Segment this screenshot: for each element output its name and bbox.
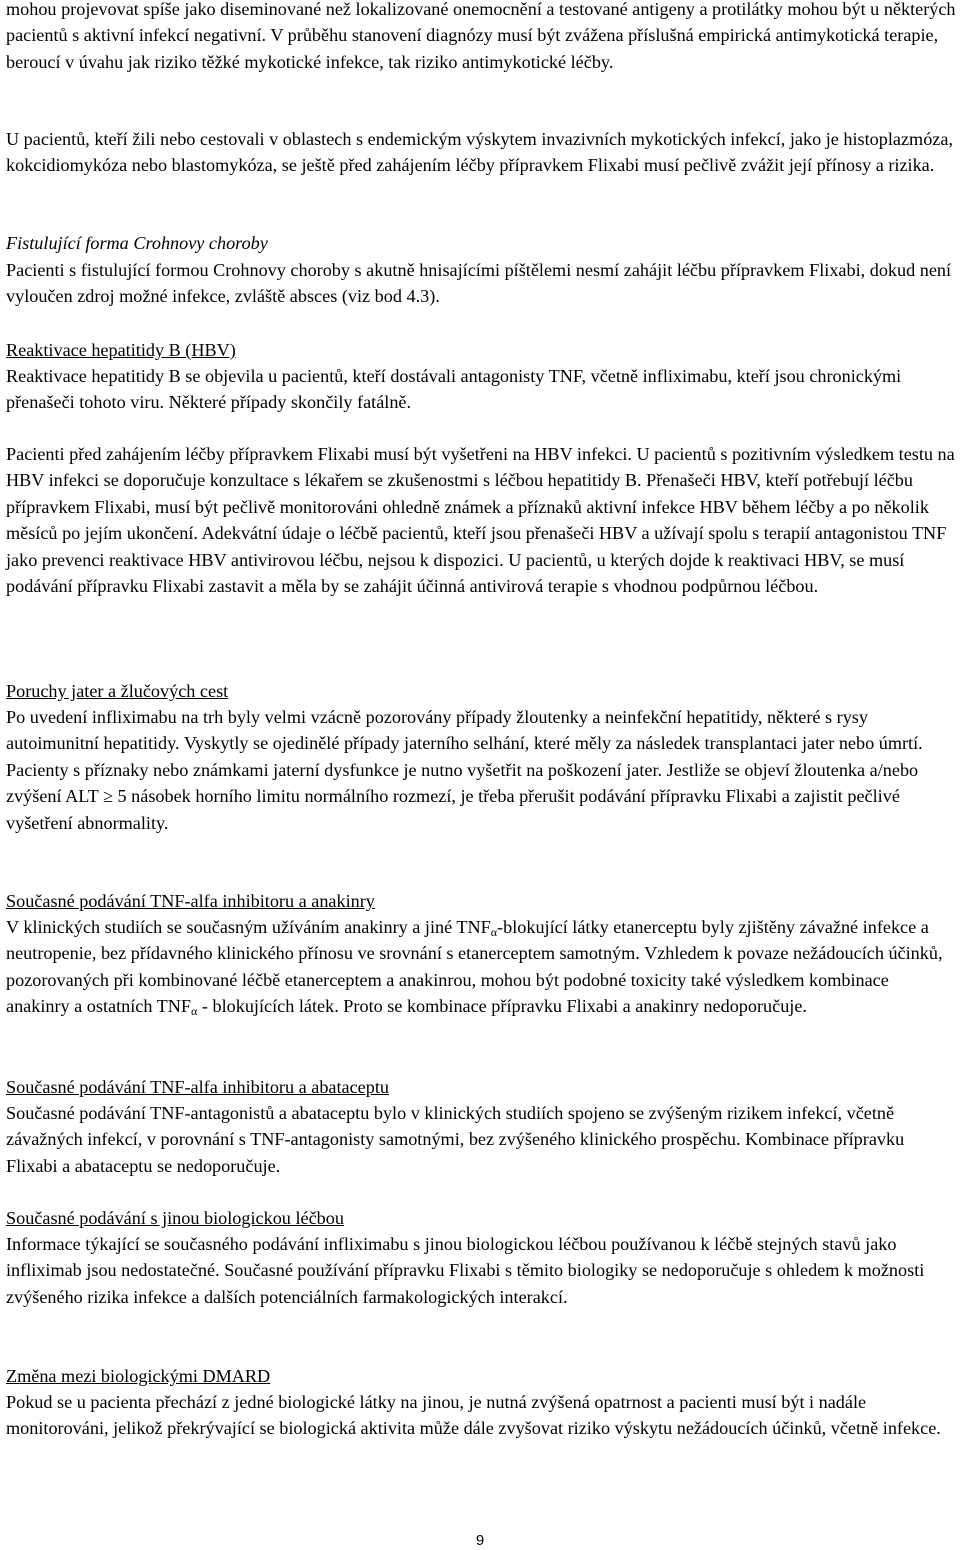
heading-liver-disorders: Poruchy jater a žlučových cest [6, 681, 229, 701]
heading-anakinra: Současné podávání TNF-alfa inhibitoru a anakinry [6, 891, 375, 911]
paragraph-abatacept: Současné podávání TNF-antagonistů a abataceptu bylo v klinických studiích spojeno se zvýšeným rizikem infekcí, včetně závažných infekcí, v porovnání s TNF-antagonisty samotnými, bez zvýšeného klinického prospěchu. Kombinace přípravku Flixabi a abataceptu se nedoporučuje. [6, 1103, 905, 1176]
paragraph-fungal-continuation: mohou projevovat spíše jako diseminované než lokalizované onemocnění a testované antigeny a protilátky mohou být u některých pacientů s aktivní infekcí negativní. V průběhu stanovení diagnózy musí být zvážena příslušná empirická antimykotická terapie, beroucí v úvahu jak riziko těžké mykotické infekce, tak riziko antimykotické léčby. [6, 0, 956, 72]
paragraph-hbv-reactivation: Reaktivace hepatitidy B se objevila u pacientů, kteří dostávali antagonisty TNF, včetně infliximabu, kteří jsou chronickými přenašeči tohoto viru. Některé případy skončily fatálně. [6, 366, 902, 413]
paragraph-hbv-screening: Pacienti před zahájením léčby přípravkem Flixabi musí být vyšetřeni na HBV infekci. U pacientů s pozitivním výsledkem testu na HBV infekci se doporučuje konzultace s lékařem se zkušenostmi s léčbou hepatitidy B. Přenašeči HBV, kteří potřebují léčbu přípravkem Flixabi, musí být pečlivě monitorováni ohledně známek a příznaků aktivní infekce HBV během léčby a po několik měsíců po jejím ukončení. Adekvátní údaje o léčbě pacientů, kteří jsou přenašeči HBV a užívají spolu s terapií antagonistou TNF jako prevenci reaktivace HBV antivirovou léčbu, nejsou k dispozici. U pacientů, u kterých dojde k reaktivaci HBV, se musí podávání přípravku Flixabi zastavit a měla by se zahájit účinná antivirová terapie s vhodnou podpůrnou léčbou. [6, 444, 955, 597]
heading-other-biologics: Současné podávání s jinou biologickou léčbou [6, 1208, 344, 1228]
paragraph-dmard-switch: Pokud se u pacienta přechází z jedné biologické látky na jinou, je nutná zvýšená opatrnost a pacienti musí být i nadále monitorováni, jelikož překrývající se biologická aktivita může dále zvyšovat riziko výskytu nežádoucích účinků, včetně infekce. [6, 1392, 941, 1439]
heading-abatacept: Současné podávání TNF-alfa inhibitoru a abataceptu [6, 1077, 389, 1097]
paragraph-liver-disorders: Po uvedení infliximabu na trh byly velmi vzácně pozorovány případy žloutenky a neinfekční hepatitidy, některé s rysy autoimunitní hepatitidy. Vyskytly se ojedinělé případy jaterního selhání, které měly za následek transplantaci jater nebo úmrtí. Pacienty s příznaky nebo známkami jaterní dysfunkce je nutno vyšetřit na poškození jater. Jestliže se objeví žloutenka a/nebo zvýšení ALT ≥ 5 násobek horního limitu normálního rozmezí, je třeba přerušit podávání přípravku Flixabi a zajistit pečlivé vyšetření abnormality. [6, 707, 923, 833]
paragraph-other-biologics: Informace týkající se současného podávání infliximabu s jinou biologickou léčbou používanou k léčbě stejných stavů jako infliximab jsou nedostatečné. Současné používání přípravku Flixabi s těmito biologiky se nedoporučuje s ohledem k možnosti zvýšeného rizika infekce a dalších potenciálních farmakologických interakcí. [6, 1234, 925, 1307]
heading-hbv-reactivation: Reaktivace hepatitidy B (HBV) [6, 340, 236, 360]
paragraph-fistulizing-crohn: Pacienti s fistulující formou Crohnovy choroby s akutně hnisajícími píštělemi nesmí zahájit léčbu přípravkem Flixabi, dokud není vyloučen zdroj možné infekce, zvláště absces (viz bod 4.3). [6, 260, 952, 307]
heading-fistulizing-crohn: Fistulující forma Crohnovy choroby [6, 233, 268, 253]
page-number: 9 [475, 1532, 485, 1549]
paragraph-endemic-areas: U pacientů, kteří žili nebo cestovali v oblastech s endemickým výskytem invazivních mykotických infekcí, jako je histoplazmóza, kokcidiomykóza nebo blastomykóza, se ještě před zahájením léčby přípravkem Flixabi musí pečlivě zvážit její přínosy a rizika. [6, 129, 953, 176]
paragraph-anakinra: V klinických studiích se současným užíváním anakinry a jiné $TNF_\alpha$-blokující látky etanerceptu byly zjištěny závažné infekce a neutropenie, bez přídavného klinického přínosu ve srovnání s etanerceptem samotným. Vzhledem k povaze nežádoucích účinků, pozorovaných při kombinované léčbě etanerceptem a anakinrou, mohou být podobné toxicity také výsledkem kombinace anakinry a ostatních $TNF_\alpha$ - blokujících látek. Proto se kombinace přípravku Flixabi a anakinry nedoporučuje. [6, 917, 943, 1019]
heading-dmard-switch: Změna mezi biologickými DMARD [6, 1366, 271, 1386]
